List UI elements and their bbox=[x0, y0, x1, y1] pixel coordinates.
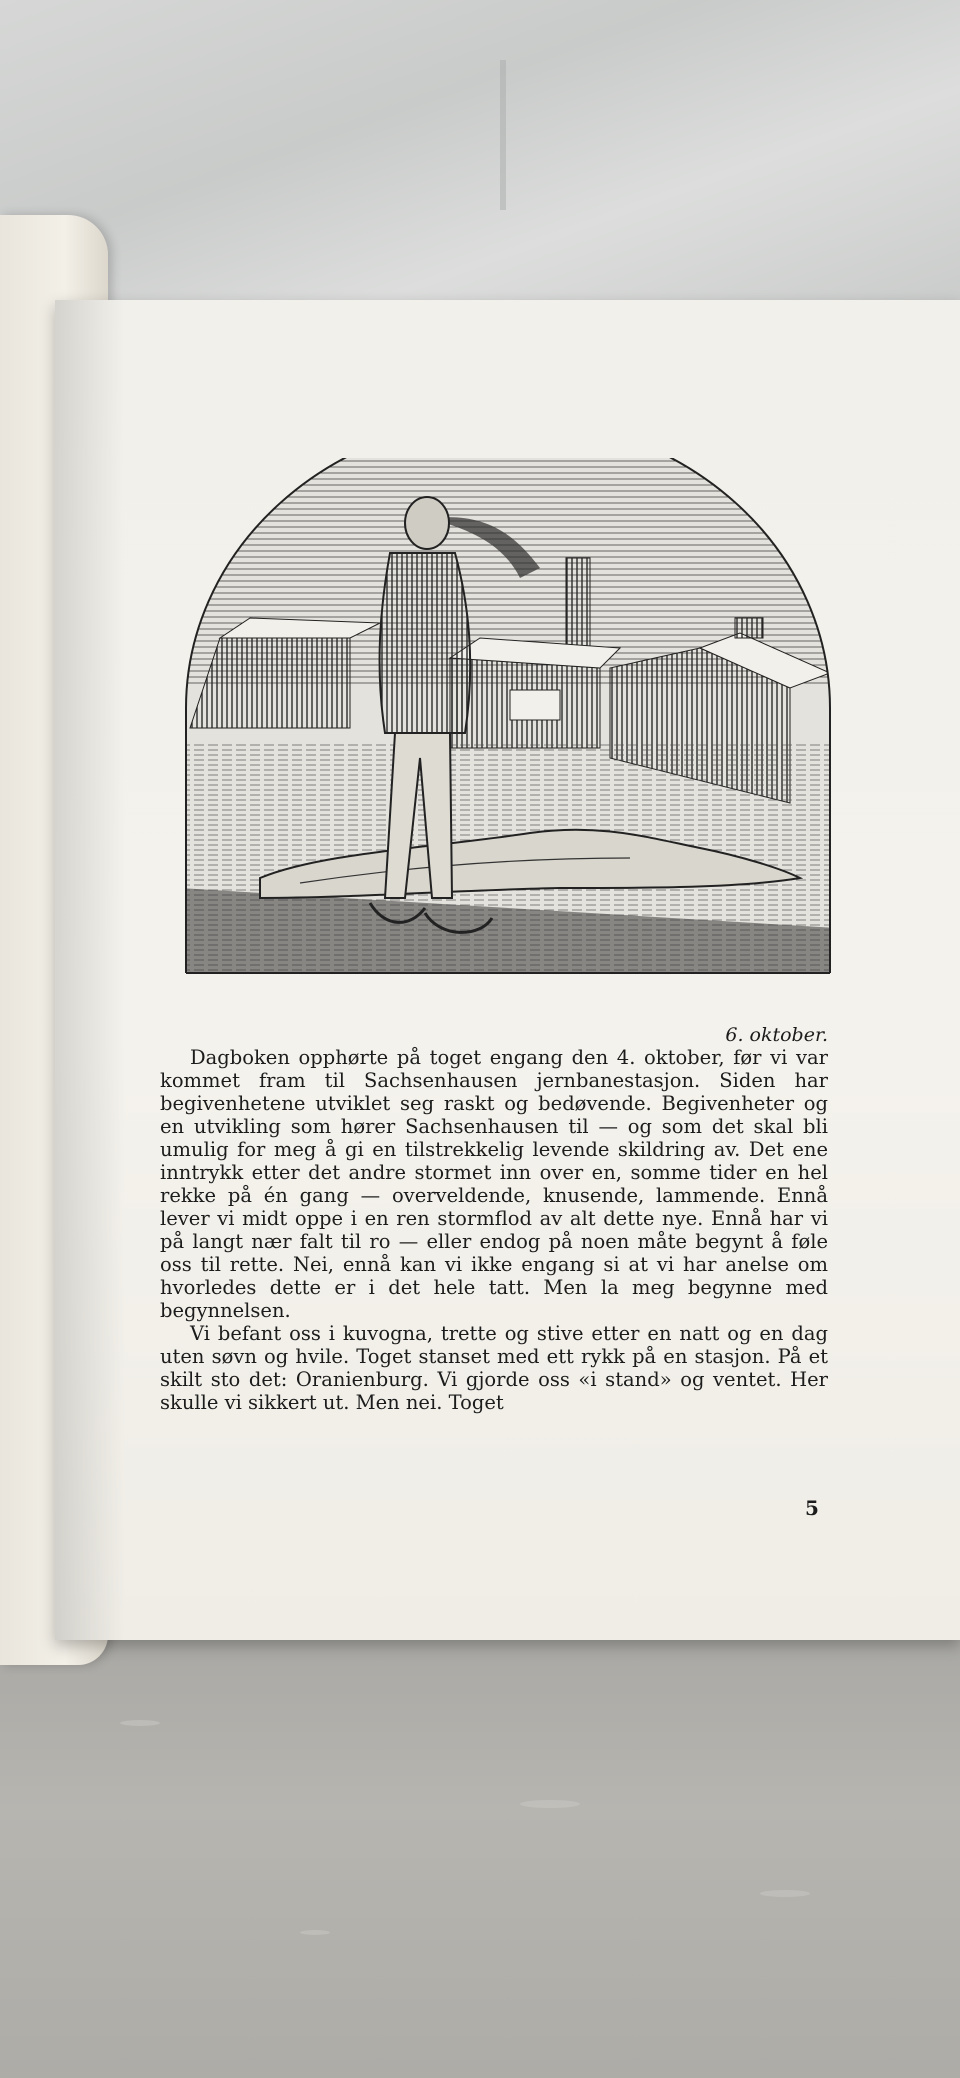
diary-date: 6. oktober. bbox=[725, 1024, 828, 1046]
page-number: 5 bbox=[805, 1496, 819, 1520]
camp-illustration bbox=[180, 458, 836, 978]
paragraph-1: Dagboken opphørte på toget engang den 4. oktober, før vi var kommet fram til Sachsenhausen jernbanestasjon. Siden har begivenhetene utviklet seg raskt og bedøvende. Begivenheter og en utvikling som hører Sachsenhausen til — og som det skal bli umulig for meg å gi en tilstrekkelig levende skildring av. Det ene inntrykk etter det andre stormet inn over en, somme tider en hel rekke på én gang — overveldende, knusende, lammende. Ennå lever vi midt oppe i en ren stormflod av alt dette nye. Ennå har vi på langt nær falt til ro — eller endog på noen måte begynt å føle oss til rette. Nei, ennå kan vi ikke engang si at vi har anelse om hvorledes dette er i det hele tatt. Men la meg begynne med begynnelsen. bbox=[160, 1046, 828, 1322]
background-floor bbox=[0, 1630, 960, 2078]
wall-crack bbox=[500, 60, 506, 210]
page-text bbox=[160, 1046, 828, 1414]
page-gutter-shadow bbox=[55, 300, 125, 1640]
paragraph-2: Vi befant oss i kuvogna, trette og stive etter en natt og en dag uten søvn og hvile. Toget stanset med ett rykk på en stasjon. På et skilt sto det: Oranienburg. Vi gjorde oss «i stand» og ventet. Her skulle vi sikkert ut. Men nei. Toget bbox=[160, 1322, 828, 1414]
